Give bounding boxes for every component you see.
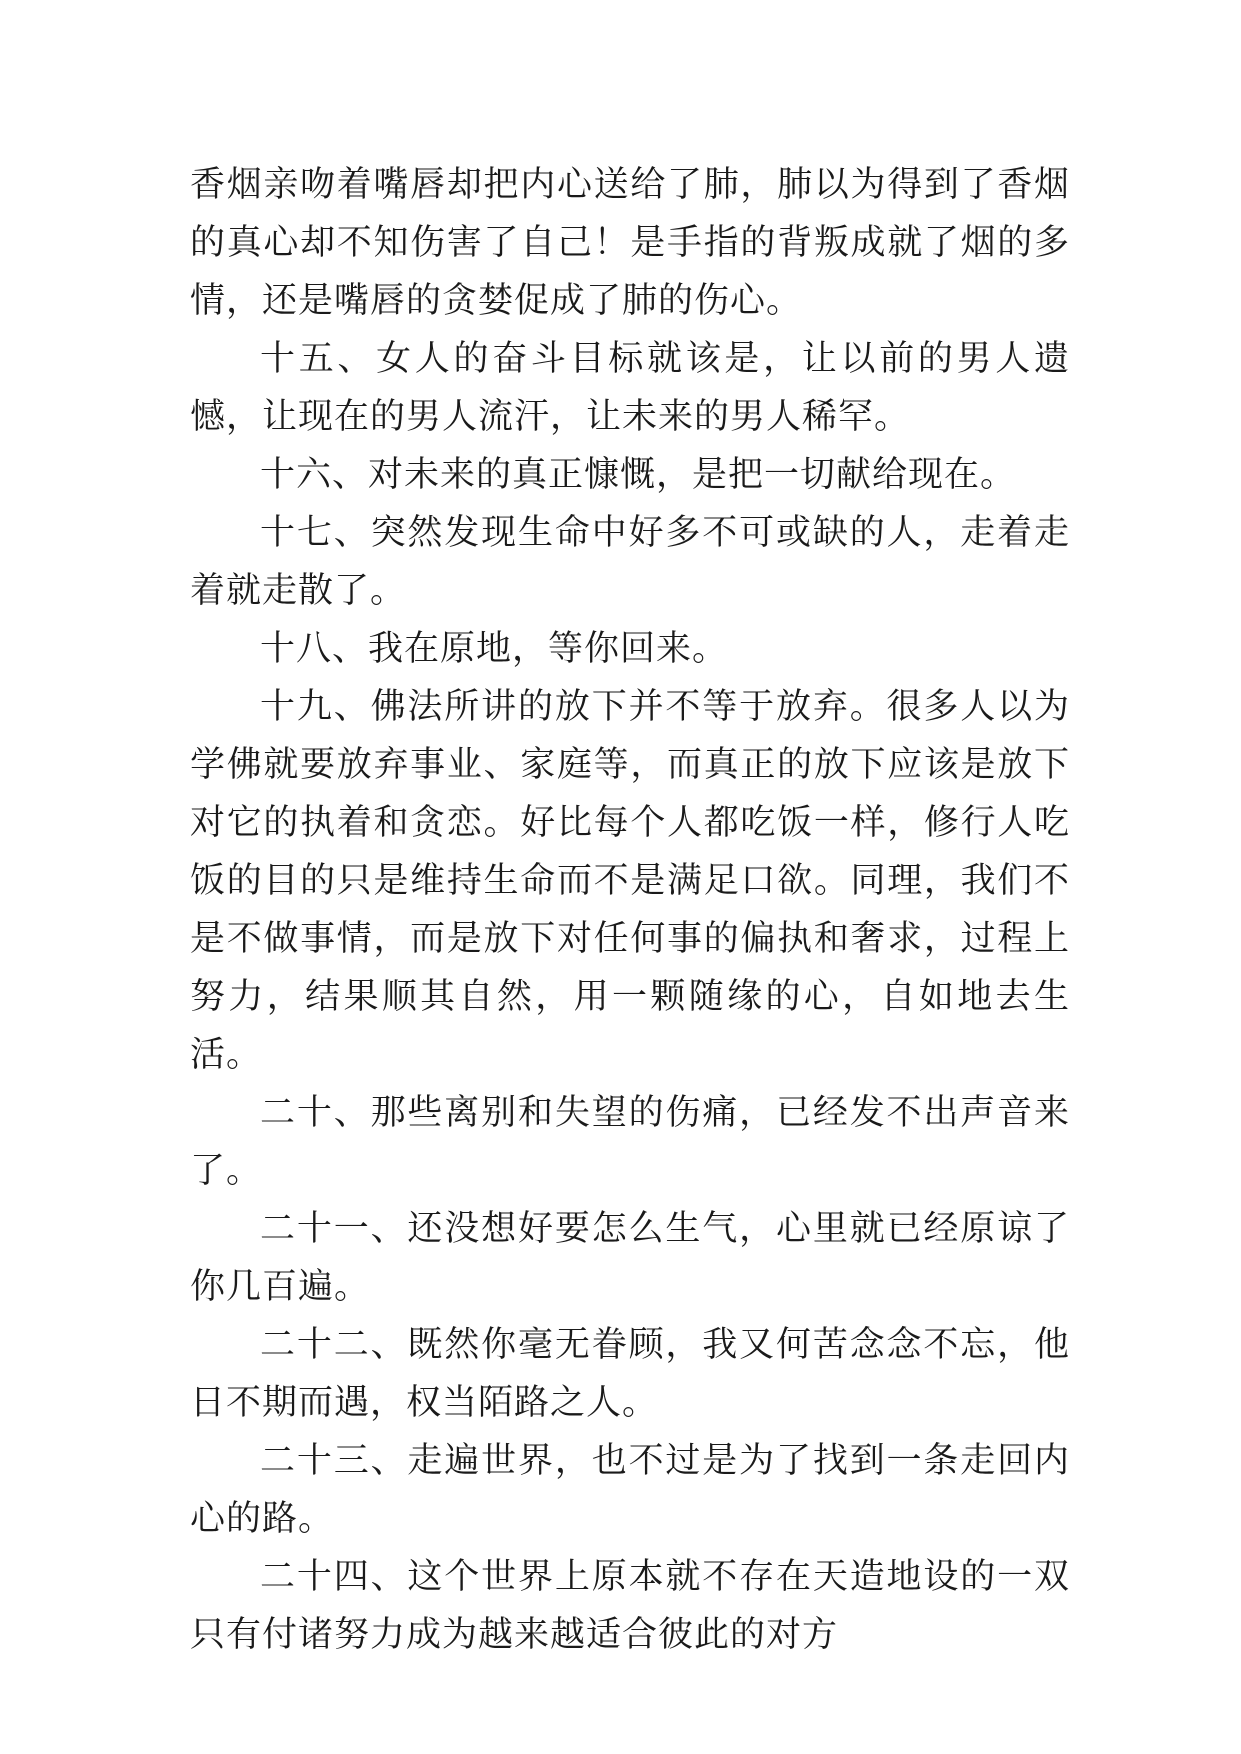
paragraph-21: 二十一、还没想好要怎么生气，心里就已经原谅了你几百遍。 [190,1209,1070,1307]
paragraph-16: 十六、对未来的真正慷慨，是把一切献给现在。 [260,455,1017,495]
paragraph-24: 二十四、这个世界上原本就不存在天造地设的一双只有付诸努力成为越来越适合彼此的对方 [190,1557,1070,1655]
document-body [190,156,1070,1664]
paragraph-22: 二十二、既然你毫无眷顾，我又何苦念念不忘，他日不期而遇，权当陌路之人。 [190,1325,1070,1423]
paragraph-23: 二十三、走遍世界，也不过是为了找到一条走回内心的路。 [190,1441,1070,1539]
paragraph-17: 十七、突然发现生命中好多不可或缺的人，走着走着就走散了。 [190,513,1070,611]
paragraph-cigarette: 香烟亲吻着嘴唇却把内心送给了肺，肺以为得到了香烟的真心却不知伤害了自己！是手指的背叛成就了烟的多情，还是嘴唇的贪婪促成了肺的伤心。 [190,165,1070,321]
paragraph-20: 二十、那些离别和失望的伤痛，已经发不出声音来了。 [190,1093,1070,1191]
paragraph-18: 十八、我在原地，等你回来。 [260,629,729,669]
paragraph-19: 十九、佛法所讲的放下并不等于放弃。很多人以为学佛就要放弃事业、家庭等，而真正的放下应该是放下对它的执着和贪恋。好比每个人都吃饭一样，修行人吃饭的目的只是维持生命而不是满足口欲。同理，我们不是不做事情，而是放下对任何事的偏执和奢求，过程上努力，结果顺其自然，用一颗随缘的心，自如地去生活。 [190,687,1070,1075]
paragraph-15: 十五、女人的奋斗目标就该是，让以前的男人遗憾，让现在的男人流汗，让未来的男人稀罕。 [190,339,1070,437]
